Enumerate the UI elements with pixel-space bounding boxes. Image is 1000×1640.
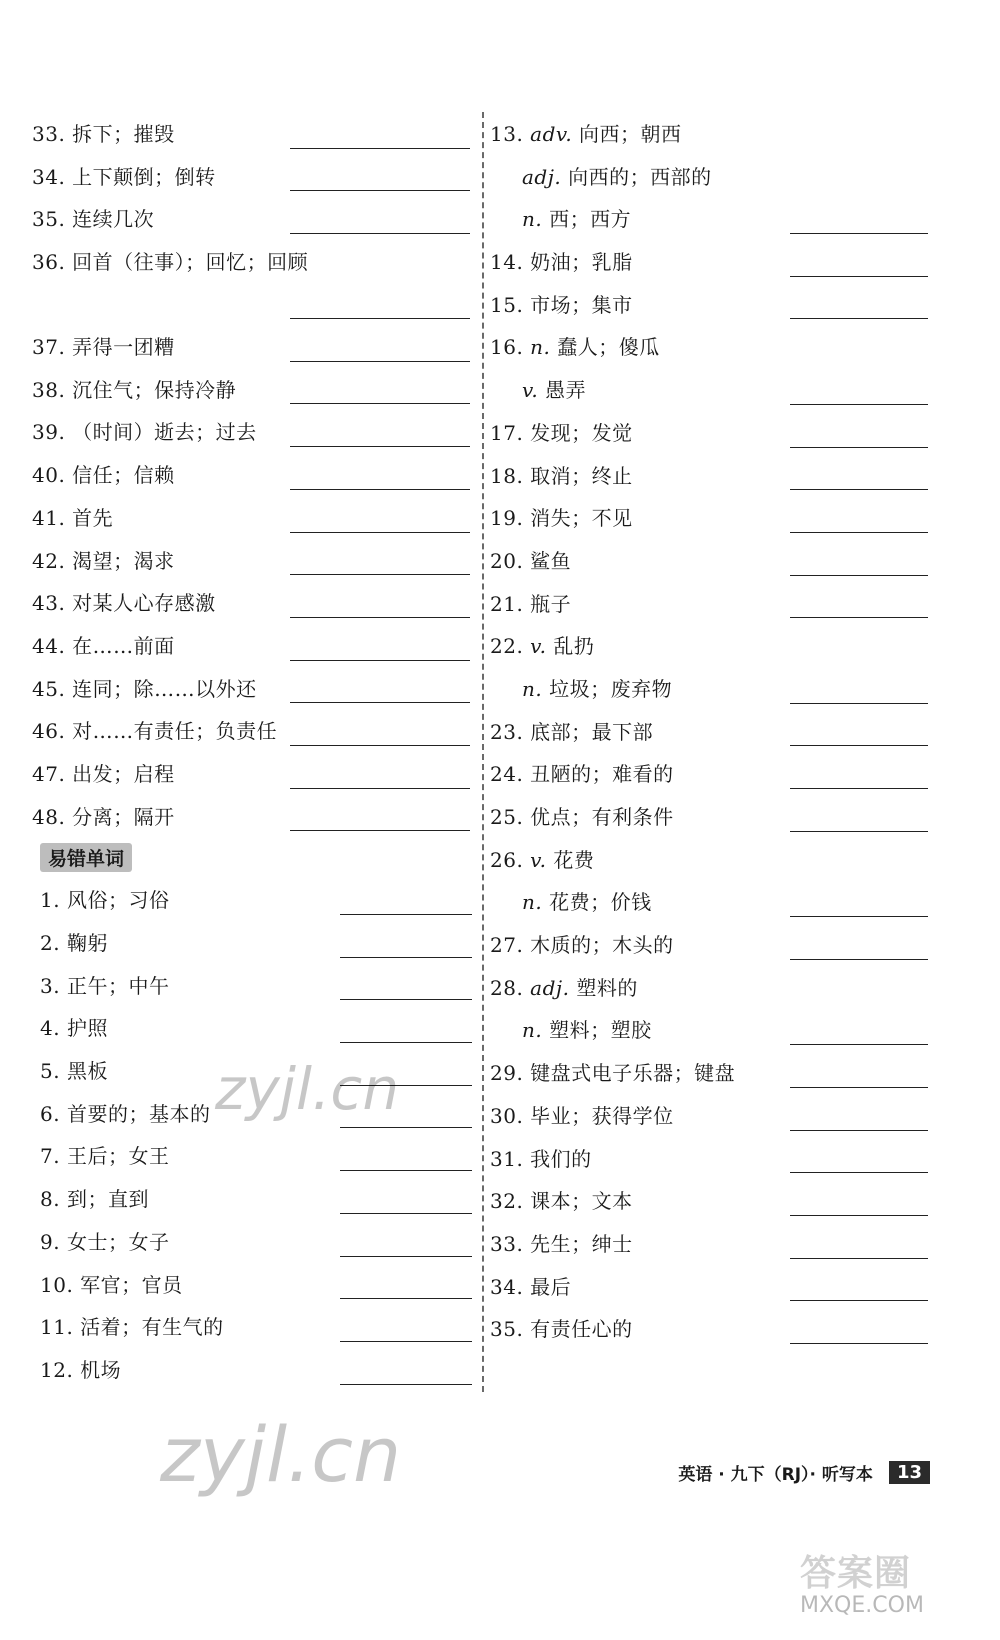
answer-blank[interactable] — [790, 1215, 928, 1216]
list-item: 13. adv. 向西；朝西 — [490, 122, 682, 146]
list-item: 43. 对某人心存感激 — [32, 581, 480, 624]
list-item: adj. 向西的；西部的 — [522, 164, 712, 189]
answer-blank[interactable] — [790, 1300, 928, 1301]
list-item: 35. 连续几次 — [32, 197, 480, 240]
list-item: n. 西；西方 — [490, 197, 950, 240]
list-item: 25. 优点；有利条件 — [490, 795, 950, 838]
list-item: 1. 风俗；习俗 — [32, 878, 480, 921]
list-item: 10. 军官；官员 — [32, 1263, 480, 1306]
list-item: 21. 瓶子 — [490, 582, 950, 625]
answer-blank[interactable] — [790, 959, 928, 960]
answer-blank[interactable] — [340, 1042, 472, 1043]
list-item: 41. 首先 — [32, 496, 480, 539]
answer-blank[interactable] — [340, 1384, 472, 1385]
list-item: n. 塑料；塑胶 — [490, 1008, 950, 1051]
answer-blank[interactable] — [290, 745, 470, 746]
list-item: 5. 黑板 — [32, 1049, 480, 1092]
answer-blank[interactable] — [790, 788, 928, 789]
section-title: 易错单词 — [40, 843, 132, 872]
answer-blank[interactable] — [790, 532, 928, 533]
list-item: n. 花费；价钱 — [490, 880, 950, 923]
list-item: 44. 在……前面 — [32, 624, 480, 667]
left-column — [32, 112, 480, 1391]
answer-blank[interactable] — [790, 447, 928, 448]
answer-blank[interactable] — [290, 361, 470, 362]
watermark-url: MXQE.COM — [800, 1593, 924, 1618]
list-item: 20. 鲨鱼 — [490, 539, 950, 582]
list-item: 32. 课本；文本 — [490, 1179, 950, 1222]
watermark: zyjl.cn — [215, 1055, 400, 1123]
list-item: 45. 连同；除……以外还 — [32, 667, 480, 710]
answer-blank[interactable] — [790, 575, 928, 576]
list-item: 6. 首要的；基本的 — [32, 1092, 480, 1135]
list-item: 2. 鞠躬 — [32, 921, 480, 964]
list-item: 36. 回首（往事）；回忆；回顾 — [32, 240, 480, 325]
answer-blank[interactable] — [790, 745, 928, 746]
list-item: 18. 取消；终止 — [490, 454, 950, 497]
answer-blank[interactable] — [290, 190, 470, 191]
answer-blank[interactable] — [790, 276, 928, 277]
list-item: 47. 出发；启程 — [32, 752, 480, 795]
list-item: 23. 底部；最下部 — [490, 710, 950, 753]
answer-blank[interactable] — [290, 318, 470, 319]
list-item: 27. 木质的；木头的 — [490, 923, 950, 966]
answer-blank[interactable] — [340, 957, 472, 958]
list-item: 8. 到；直到 — [32, 1177, 480, 1220]
list-item: 24. 丑陋的；难看的 — [490, 752, 950, 795]
list-item: 39. （时间）逝去；过去 — [32, 410, 480, 453]
list-item: 3. 正午；中午 — [32, 964, 480, 1007]
watermark-logo: 答案圈 — [800, 1553, 912, 1594]
answer-blank[interactable] — [790, 1044, 928, 1045]
answer-blank[interactable] — [790, 1172, 928, 1173]
list-item: 42. 渴望；渴求 — [32, 539, 480, 582]
answer-blank[interactable] — [790, 1087, 928, 1088]
answer-blank[interactable] — [290, 788, 470, 789]
answer-blank[interactable] — [340, 1127, 472, 1128]
list-item: 19. 消失；不见 — [490, 496, 950, 539]
answer-blank[interactable] — [290, 660, 470, 661]
list-item: 31. 我们的 — [490, 1137, 950, 1180]
answer-blank[interactable] — [290, 148, 470, 149]
answer-blank[interactable] — [790, 233, 928, 234]
answer-blank[interactable] — [790, 318, 928, 319]
footer-label: 英语 · 九下（RJ）· 听写本 — [678, 1465, 873, 1485]
list-item: 29. 键盘式电子乐器；键盘 — [490, 1051, 950, 1094]
page-number: 13 — [889, 1461, 930, 1484]
list-item: 9. 女士；女子 — [32, 1220, 480, 1263]
list-item: 35. 有责任心的 — [490, 1307, 950, 1350]
answer-blank[interactable] — [290, 617, 470, 618]
answer-blank[interactable] — [340, 999, 472, 1000]
list-item: 40. 信任；信赖 — [32, 453, 480, 496]
answer-blank[interactable] — [340, 1256, 472, 1257]
answer-blank[interactable] — [790, 489, 928, 490]
list-item: 34. 上下颠倒；倒转 — [32, 155, 480, 198]
answer-blank[interactable] — [340, 1170, 472, 1171]
list-item: 46. 对……有责任；负责任 — [32, 709, 480, 752]
list-item: v. 愚弄 — [490, 368, 950, 411]
list-item: 28. adj. 塑料的 — [490, 975, 638, 1000]
list-item: 17. 发现；发觉 — [490, 411, 950, 454]
answer-blank[interactable] — [340, 914, 472, 915]
list-item: 16. n. 蠢人；傻瓜 — [490, 335, 660, 360]
answer-blank[interactable] — [790, 1343, 928, 1344]
list-item: 34. 最后 — [490, 1265, 950, 1308]
list-item: n. 垃圾；废弃物 — [490, 667, 950, 710]
column-divider — [482, 112, 484, 1392]
list-item: 38. 沉住气；保持冷静 — [32, 368, 480, 411]
list-item: 15. 市场；集市 — [490, 283, 950, 326]
list-item: 48. 分离；隔开 — [32, 795, 480, 838]
section-header — [32, 837, 480, 878]
list-item: 33. 先生；绅士 — [490, 1222, 950, 1265]
answer-blank[interactable] — [290, 702, 470, 703]
answer-blank[interactable] — [790, 916, 928, 917]
answer-blank[interactable] — [290, 489, 470, 490]
list-item: 4. 护照 — [32, 1006, 480, 1049]
answer-blank[interactable] — [790, 1258, 928, 1259]
watermark: zyjl.cn — [160, 1410, 402, 1499]
right-column — [490, 112, 950, 1350]
answer-blank[interactable] — [290, 574, 470, 575]
list-item: 14. 奶油；乳脂 — [490, 240, 950, 283]
answer-blank[interactable] — [790, 831, 928, 832]
list-item: 37. 弄得一团糟 — [32, 325, 480, 368]
answer-blank[interactable] — [790, 617, 928, 618]
answer-blank[interactable] — [290, 830, 470, 831]
answer-blank[interactable] — [790, 1130, 928, 1131]
list-item: 26. v. 花费 — [490, 847, 595, 872]
list-item: 11. 活着；有生气的 — [32, 1305, 480, 1348]
answer-blank[interactable] — [790, 404, 928, 405]
list-item: 33. 拆下；摧毁 — [32, 112, 480, 155]
answer-blank[interactable] — [290, 233, 470, 234]
list-item: 12. 机场 — [32, 1348, 480, 1391]
answer-blank[interactable] — [340, 1341, 472, 1342]
answer-blank[interactable] — [340, 1298, 472, 1299]
list-item: 30. 毕业；获得学位 — [490, 1094, 950, 1137]
list-item: 22. v. 乱扔 — [490, 634, 595, 659]
list-item: 7. 王后；女王 — [32, 1134, 480, 1177]
answer-blank[interactable] — [290, 446, 470, 447]
page-footer — [678, 1460, 930, 1485]
answer-blank[interactable] — [290, 403, 470, 404]
answer-blank[interactable] — [340, 1213, 472, 1214]
answer-blank[interactable] — [790, 703, 928, 704]
answer-blank[interactable] — [290, 532, 470, 533]
